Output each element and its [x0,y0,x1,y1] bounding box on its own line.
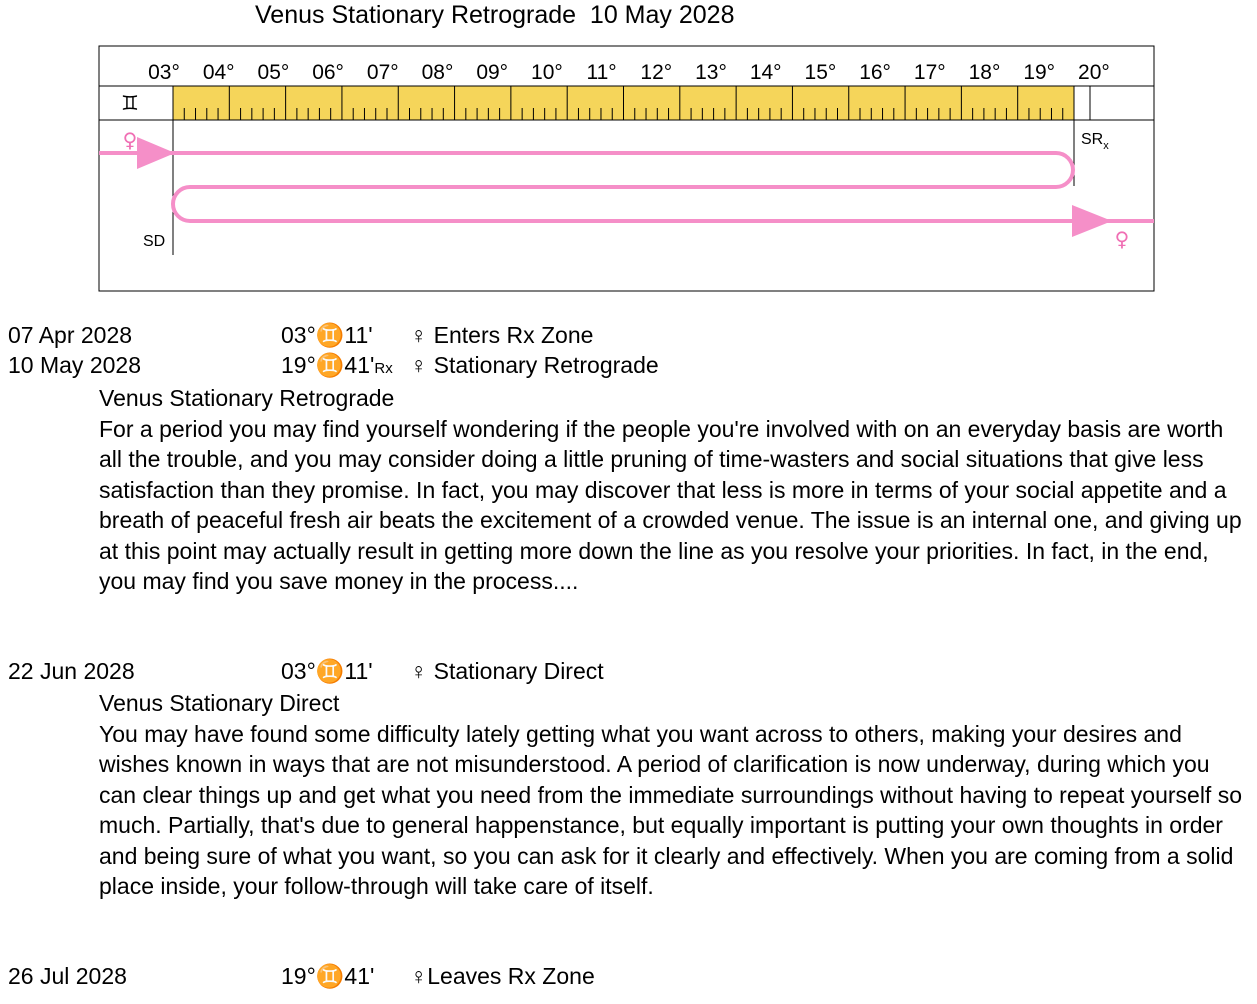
interpretation-body: For a period you may find yourself wondering if the people you're involved with on an everyday basis are worth all the trouble, and you may consider doing a little pruning of time-wasters and social situations that give less satisfaction than they promise. In fact, you may discover that less is more in terms of your social appetite and a breath of peaceful fresh air beats the excitement of a crowded venue. The issue is an internal one, and giving up at this point may actually result in getting more down the line as you resolve your priorities. In fact, in the end, you may find you save money in the process.... [99,415,1242,594]
degree-tick-label: 04° [202,61,235,84]
degree-tick-label: 14° [749,61,782,84]
venus-icon: ♀ [1114,227,1130,251]
event-position: 03°♊11' [281,322,373,348]
arrow-icon [1072,205,1112,237]
event-position: 19°♊41' [281,963,375,989]
sd-label: SD [143,233,166,250]
venus-icon: ♀ [122,128,138,152]
degree-tick-label: 15° [804,61,837,84]
degree-tick-label: 18° [968,61,1001,84]
retrograde-icon: Rx [374,360,393,377]
interpretation-text [99,688,1244,902]
degree-tick-label: 16° [859,61,891,84]
event-date: 26 Jul 2028 [8,963,127,989]
page-title: Venus Stationary Retrograde 10 May 2028 [255,1,735,29]
event-name: ♀ Stationary Retrograde [410,352,659,378]
degree-tick-label: 08° [421,61,454,84]
event-date: 07 Apr 2028 [8,322,133,348]
degree-tick-label: 07° [366,61,399,84]
degree-labels [148,61,1110,84]
event-position: 03°♊11' [281,658,373,684]
event-name: ♀Leaves Rx Zone [410,963,595,989]
degree-tick-label: 03° [148,61,180,84]
sr-label: $SR_x$ [1081,131,1109,152]
event-name: ♀ Enters Rx Zone [410,322,594,348]
degree-tick-label: 17° [913,61,946,84]
interpretation-heading: Venus Stationary Direct [99,690,340,716]
degree-tick-label: 10° [531,61,563,84]
degree-tick-label: 19° [1023,61,1056,84]
degree-tick-label: 11° [586,61,617,84]
degree-tick-label: 09° [476,61,509,84]
event-position: 19°♊41'Rx [281,352,393,378]
degree-tick-label: 13° [695,61,727,84]
interpretation-body: You may have found some difficulty lately getting what you want across to others, making your desires and wishes known in ways that are not misunderstood. A period of clarification is now underway, during which you can clear things up and get what you need from the immediate surroundings without having to repeat yourself so much. Partially, that's due to general happenstance, but equally important is putting your own thoughts in order and being sure of what you want, so you can ask for it clearly and effectively. When you are coming from a solid place inside, your follow-through will take care of itself. [99,720,1243,899]
retrograde-diagram [0,0,1257,300]
event-date: 10 May 2028 [8,352,141,378]
degree-tick-label: 06° [312,61,344,84]
arrow-icon [137,137,175,169]
gemini-icon: ♊ [121,91,139,115]
degree-tick-label: 12° [640,61,673,84]
event-date: 22 Jun 2028 [8,658,135,684]
degree-tick-label: 20° [1078,61,1110,84]
interpretation-heading: Venus Stationary Retrograde [99,385,395,411]
venus-motion-path [99,153,1154,221]
event-name: ♀ Stationary Direct [410,658,604,684]
interpretation-text [99,383,1244,597]
degree-tick-label: 05° [257,61,290,84]
